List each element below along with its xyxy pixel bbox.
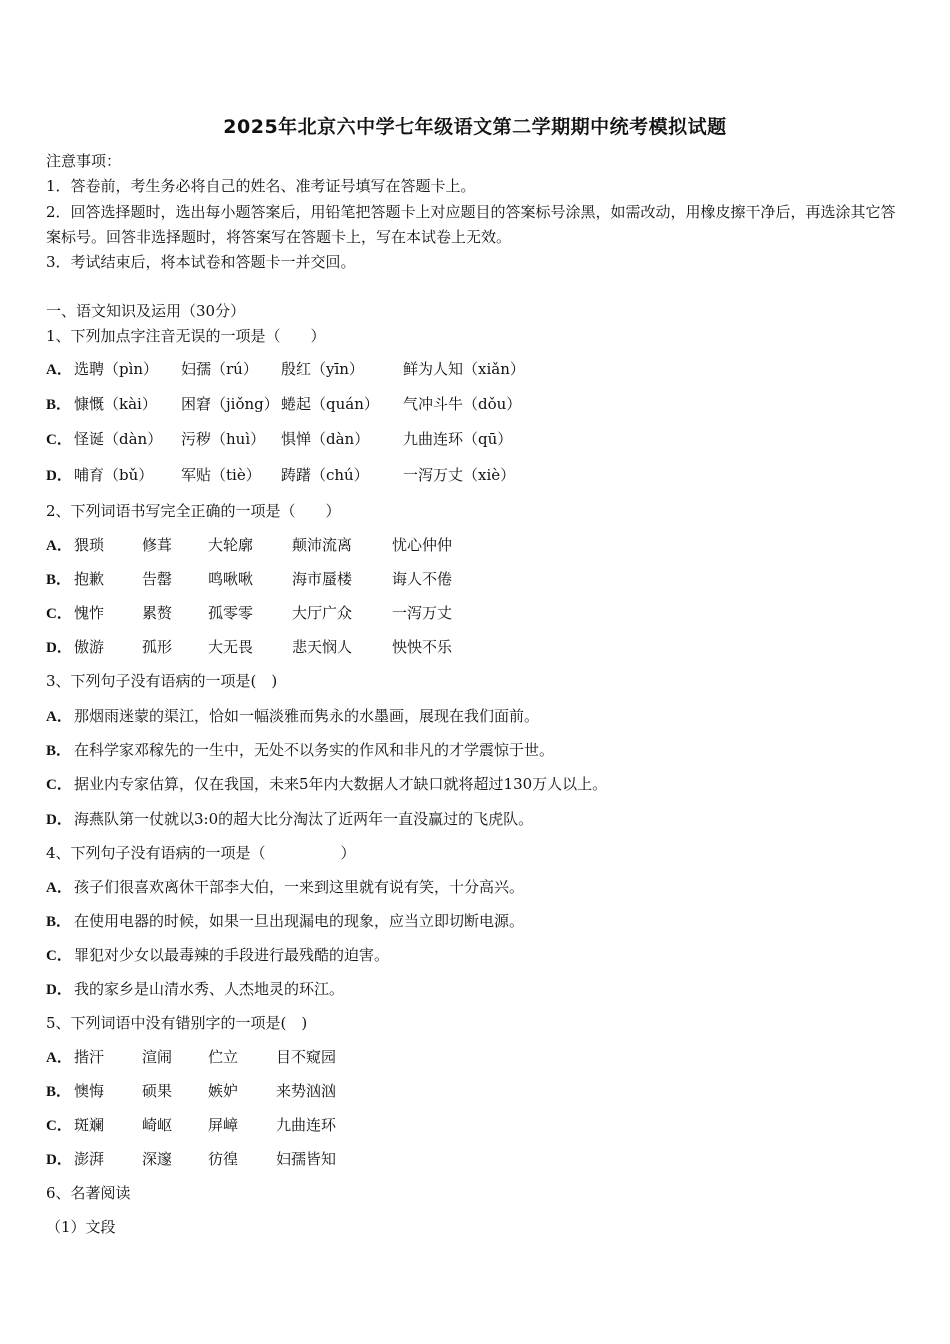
question-stem: 1、下列加点字注音无误的一项是（ ） — [46, 327, 326, 345]
option-a — [46, 358, 523, 381]
option-item: 慷慨（kài） — [74, 395, 157, 413]
option-b — [46, 910, 524, 933]
option-letter: A． — [46, 538, 72, 554]
option-letter: C． — [46, 948, 72, 964]
option-item: 困窘（jiǒng） — [181, 395, 279, 413]
option-item: 九曲连环 — [276, 1116, 337, 1134]
option-letter: C． — [46, 606, 72, 622]
option-letter: A． — [46, 362, 72, 378]
page-title: 2025年北京六中学七年级语文第二学期期中统考模拟试题 — [223, 116, 727, 138]
option-c — [46, 602, 452, 625]
option-c — [46, 428, 523, 451]
option-c — [46, 944, 389, 967]
option-item: 气冲斗牛（dǒu） — [403, 395, 522, 413]
option-letter: A． — [46, 880, 72, 896]
question-stem: 5、下列词语中没有错别字的一项是( ) — [46, 1014, 308, 1032]
notice-item: 1．答卷前，考生务必将自己的姓名、准考证号填写在答题卡上。 — [46, 177, 476, 195]
option-letter: B． — [46, 914, 72, 930]
option-item: 污秽（huì） — [181, 430, 266, 448]
option-item: 来势汹汹 — [276, 1082, 337, 1100]
option-item: 鸣啾啾 — [208, 570, 254, 588]
option-item: 懊悔 — [74, 1082, 105, 1100]
option-item: 渲闹 — [142, 1048, 173, 1066]
option-letter: D． — [46, 1152, 72, 1168]
option-item: 彷徨 — [208, 1150, 239, 1168]
option-item: 伫立 — [208, 1048, 239, 1066]
option-text: 据业内专家估算，仅在我国，未来5年内大数据人才缺口就将超过130万人以上。 — [74, 775, 608, 793]
option-item: 颠沛流离 — [292, 536, 353, 554]
option-text: 海燕队第一仗就以3:0的超大比分淘汰了近两年一直没赢过的飞虎队。 — [74, 810, 534, 828]
option-b — [46, 1080, 376, 1103]
option-d — [46, 636, 452, 659]
option-item: 澎湃 — [74, 1150, 105, 1168]
notice-heading: 注意事项： — [46, 152, 122, 170]
option-item: 怪诞（dàn） — [74, 430, 163, 448]
option-d — [46, 808, 533, 831]
option-a — [46, 1046, 376, 1069]
option-c — [46, 773, 607, 796]
option-item: 累赘 — [142, 604, 173, 622]
option-item: 哺育（bǔ） — [74, 466, 154, 484]
option-d — [46, 1148, 376, 1171]
option-item: 妇孺皆知 — [276, 1150, 337, 1168]
notice-item: 2．回答选择题时，选出每小题答案后，用铅笔把答题卡上对应题目的答案标号涂黑，如需改动，用橡皮擦干净后，再选涂其它答案标号。回答非选择题时，将答案写在答题卡上，写在本试卷上无效。 — [46, 203, 896, 246]
option-item: 大无畏 — [208, 638, 254, 656]
section-heading: 一、语文知识及运用（30分） — [46, 302, 246, 320]
option-item: 海市蜃楼 — [292, 570, 353, 588]
option-b — [46, 739, 554, 762]
option-a — [46, 534, 452, 557]
option-item: 怏怏不乐 — [392, 638, 453, 656]
option-item: 妇孺（rú） — [181, 360, 258, 378]
option-letter: B． — [46, 572, 72, 588]
option-letter: C． — [46, 1118, 72, 1134]
option-item: 告罄 — [142, 570, 173, 588]
option-d — [46, 464, 523, 487]
option-item: 一泻万丈（xiè） — [403, 466, 516, 484]
option-item: 抱歉 — [74, 570, 105, 588]
option-item: 军贴（tiè） — [181, 466, 261, 484]
option-letter: C． — [46, 432, 72, 448]
option-item: 九曲连环（qū） — [403, 430, 513, 448]
option-letter: D． — [46, 468, 72, 484]
option-item: 屏嶂 — [208, 1116, 239, 1134]
option-item: 崎岖 — [142, 1116, 173, 1134]
option-a — [46, 705, 539, 728]
option-item: 硕果 — [142, 1082, 173, 1100]
option-letter: B． — [46, 1084, 72, 1100]
option-letter: B． — [46, 743, 72, 759]
option-b — [46, 568, 452, 591]
option-item: 悲天悯人 — [292, 638, 353, 656]
option-c — [46, 1114, 376, 1137]
option-letter: D． — [46, 640, 72, 656]
option-letter: D． — [46, 812, 72, 828]
option-item: 揩汗 — [74, 1048, 105, 1066]
option-text: 那烟雨迷蒙的渠江，恰如一幅淡雅而隽永的水墨画，展现在我们面前。 — [74, 707, 540, 725]
notice-item: 3．考试结束后，将本试卷和答题卡一并交回。 — [46, 253, 356, 271]
question-stem: 6、名著阅读 — [46, 1184, 131, 1202]
question-stem: 3、下列句子没有语病的一项是( ) — [46, 672, 278, 690]
option-item: 愧怍 — [74, 604, 105, 622]
option-item: 大厅广众 — [292, 604, 353, 622]
option-item: 斑斓 — [74, 1116, 105, 1134]
option-item: 修葺 — [142, 536, 173, 554]
option-d — [46, 978, 344, 1001]
option-a — [46, 876, 524, 899]
option-text: 我的家乡是山清水秀、人杰地灵的环江。 — [74, 980, 345, 998]
question-stem: 4、下列句子没有语病的一项是（ ） — [46, 844, 356, 862]
option-item: 目不窥园 — [276, 1048, 337, 1066]
option-letter: D． — [46, 982, 72, 998]
option-item: 孤形 — [142, 638, 173, 656]
option-item: 蜷起（quán） — [281, 395, 379, 413]
option-item: 诲人不倦 — [392, 570, 453, 588]
option-item: 忧心仲仲 — [392, 536, 453, 554]
option-letter: C． — [46, 777, 72, 793]
option-text: 在使用电器的时候，如果一旦出现漏电的现象，应当立即切断电源。 — [74, 912, 525, 930]
option-item: 一泻万丈 — [392, 604, 453, 622]
option-item: 孤零零 — [208, 604, 254, 622]
option-text: 孩子们很喜欢离休干部李大伯，一来到这里就有说有笑，十分高兴。 — [74, 878, 525, 896]
option-item: 鲜为人知（xiǎn） — [403, 360, 525, 378]
option-item: 大轮廓 — [208, 536, 254, 554]
option-item: 踌躇（chú） — [281, 466, 369, 484]
option-letter: A． — [46, 709, 72, 725]
option-item: 猥琐 — [74, 536, 105, 554]
option-item: 傲游 — [74, 638, 105, 656]
option-b — [46, 393, 523, 416]
question-stem: 2、下列词语书写完全正确的一项是（ ） — [46, 502, 341, 520]
option-item: 嫉妒 — [208, 1082, 239, 1100]
option-item: 殷红（yīn） — [281, 360, 364, 378]
sub-question: （1）文段 — [46, 1218, 116, 1236]
option-letter: A． — [46, 1050, 72, 1066]
option-item: 选聘（pìn） — [74, 360, 159, 378]
option-text: 罪犯对少女以最毒辣的手段进行最残酷的迫害。 — [74, 946, 390, 964]
option-item: 惧惮（dàn） — [281, 430, 370, 448]
option-letter: B． — [46, 397, 72, 413]
option-item: 深邃 — [142, 1150, 173, 1168]
option-text: 在科学家邓稼先的一生中，无处不以务实的作风和非凡的才学震惊于世。 — [74, 741, 555, 759]
